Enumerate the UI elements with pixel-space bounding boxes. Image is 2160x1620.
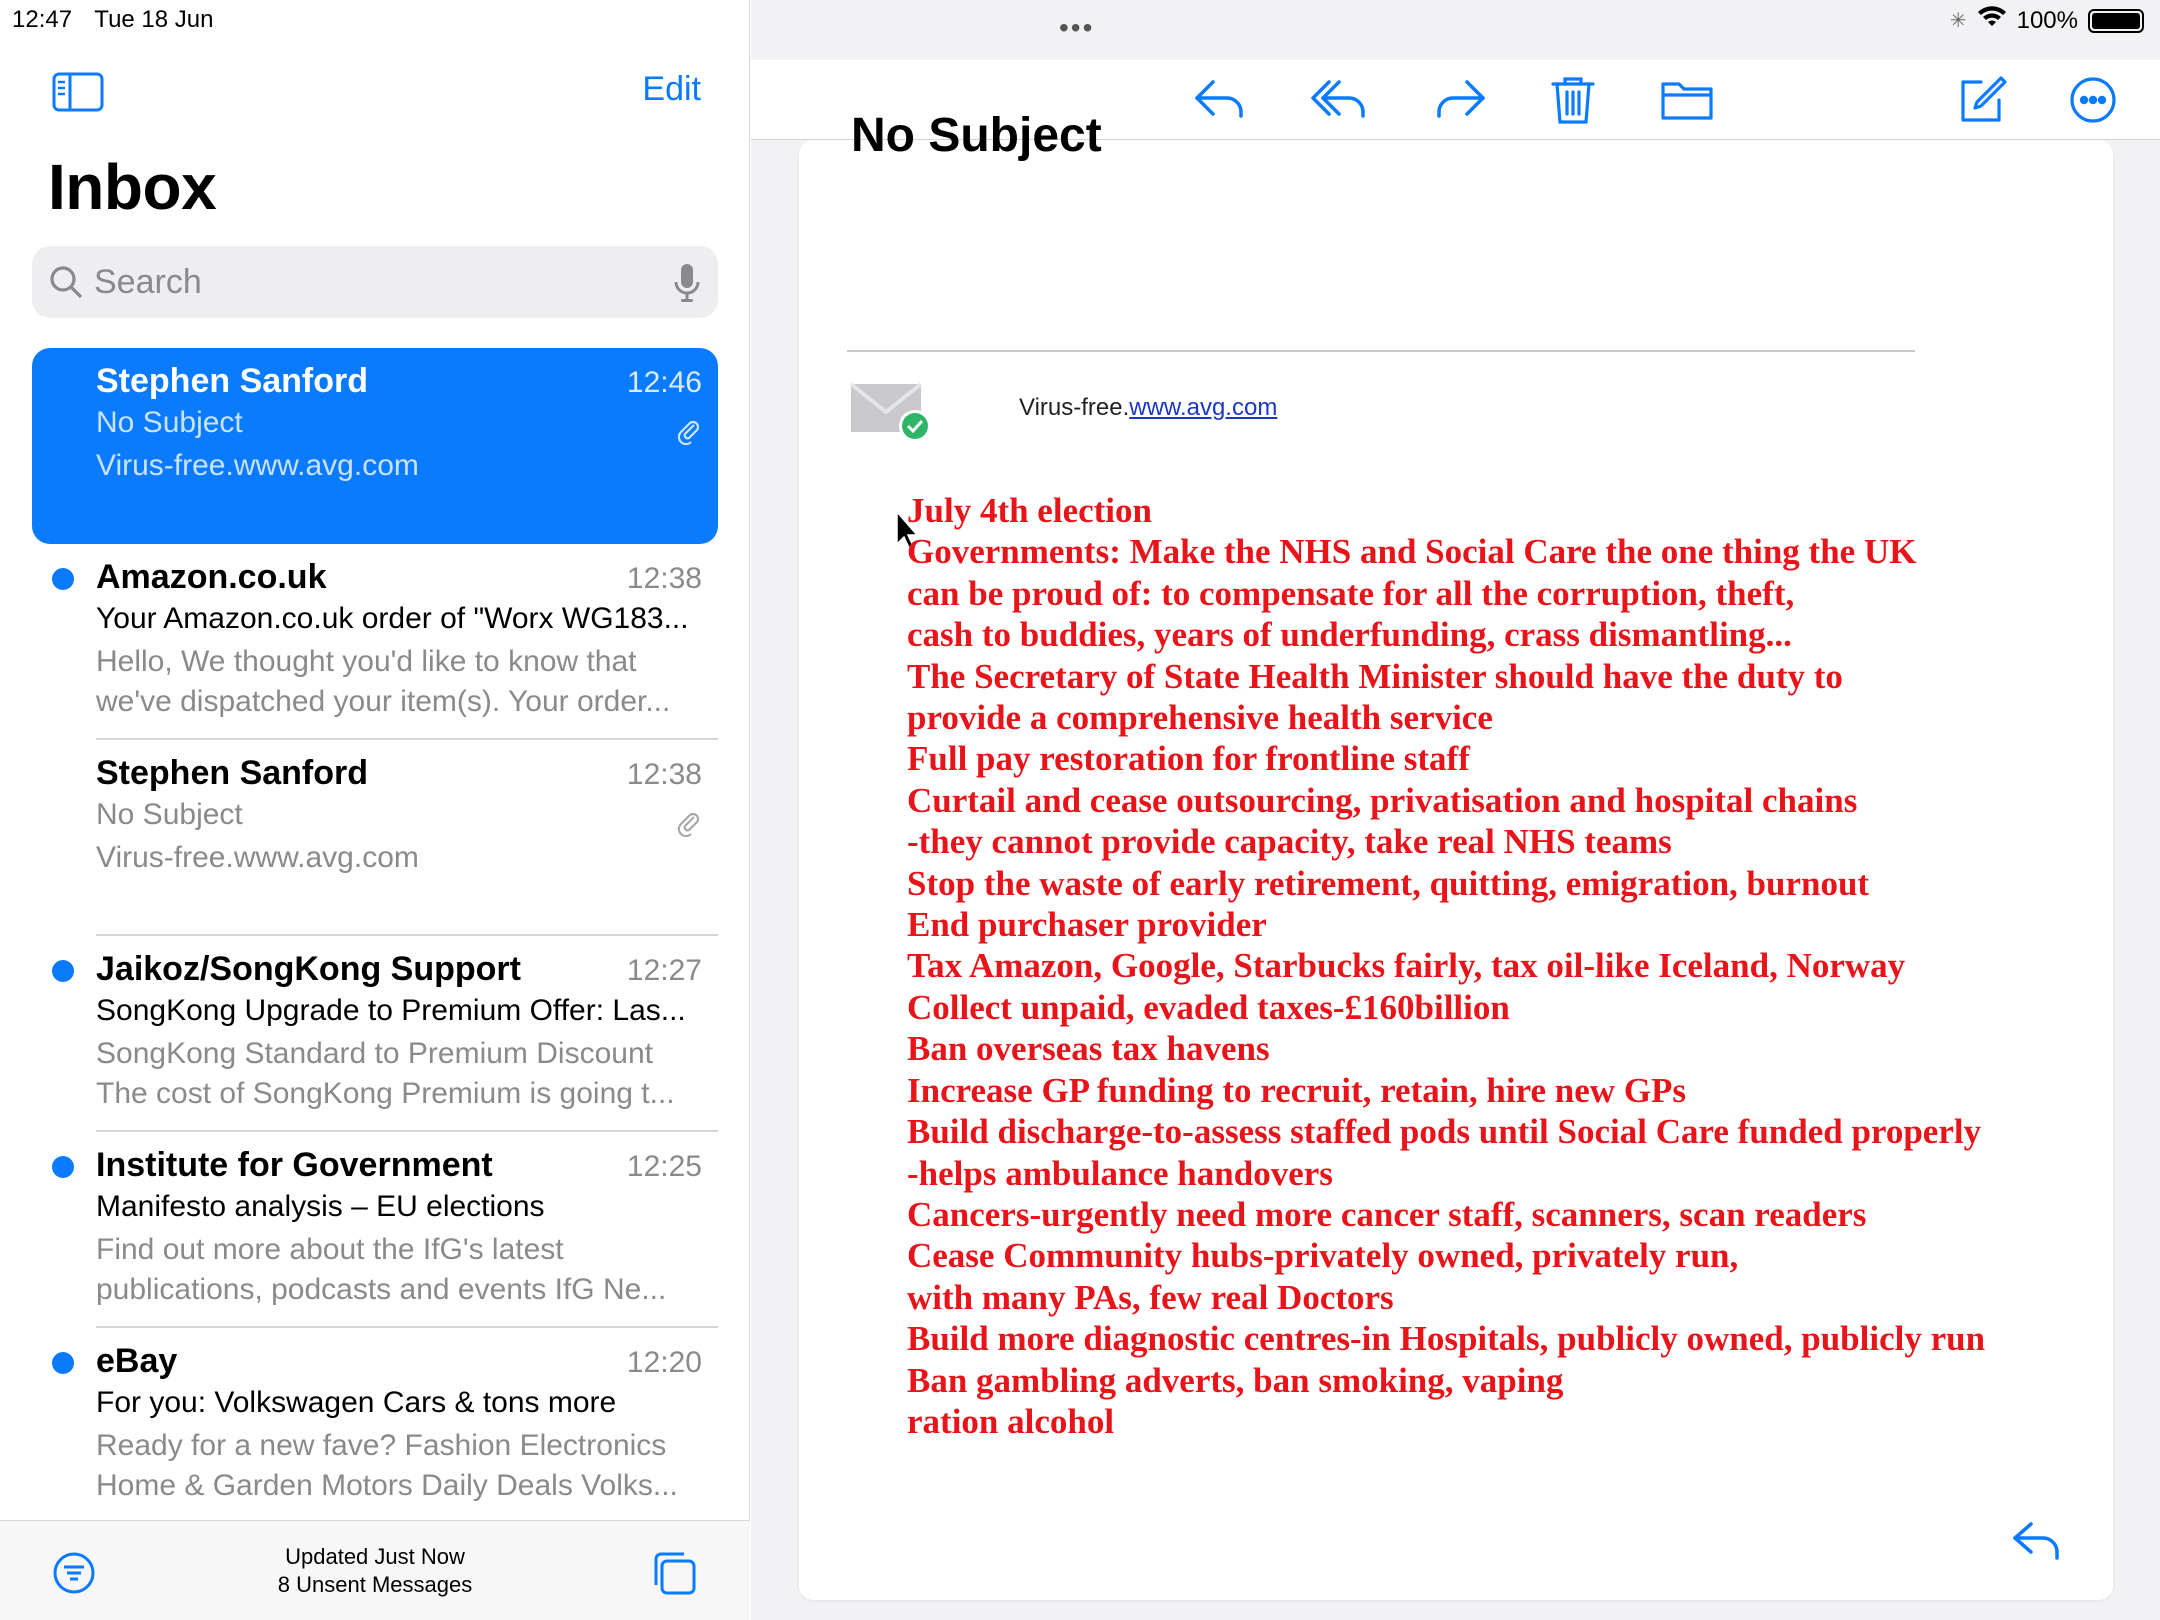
avg-signature	[1019, 394, 1277, 422]
mail-preview	[96, 1034, 706, 1114]
message-body	[799, 109, 2113, 1600]
sidebar-icon[interactable]	[52, 72, 104, 112]
mail-time: 12:20	[626, 1346, 702, 1379]
message-text	[907, 490, 1985, 1442]
list-item[interactable]	[0, 936, 750, 1132]
mail-subject: For you: Volkswagen Cars & tons more	[96, 1386, 617, 1419]
unread-indicator	[52, 568, 74, 590]
page-title: Inbox	[48, 151, 217, 223]
search-icon	[48, 264, 84, 300]
mail-preview-line: Find out more about the IfG's latest	[96, 1233, 564, 1266]
mail-preview-line: publications, podcasts and events IfG Ne...	[96, 1273, 667, 1306]
mailbox-panel	[0, 0, 750, 1620]
mail-subject: SongKong Upgrade to Premium Offer: Las...	[96, 994, 686, 1027]
paperclip-icon	[676, 418, 702, 444]
mail-preview-line: Ready for a new fave? Fashion Electronics	[96, 1429, 667, 1462]
mail-preview-line: Home & Garden Motors Daily Deals Volks...	[96, 1469, 678, 1502]
body-line: Tax Amazon, Google, Starbucks fairly, tax oil-like Iceland, Norway	[907, 946, 1906, 986]
mail-preview-line: SongKong Standard to Premium Discount	[96, 1037, 653, 1070]
compose-icon[interactable]	[1951, 70, 2011, 130]
mail-preview-line: Hello, We thought you'd like to know that	[96, 645, 637, 678]
search-bar	[32, 246, 718, 318]
body-line: -they cannot provide capacity, take real NHS teams	[907, 822, 1672, 862]
mail-sender: Stephen Sanford	[96, 754, 369, 792]
body-line: can be proud of: to compensate for all the corruption, theft,	[907, 573, 1795, 613]
body-line: -helps ambulance handovers	[907, 1153, 1333, 1193]
mail-preview	[96, 642, 706, 722]
edit-button[interactable]: Edit	[642, 70, 701, 108]
mail-preview	[96, 1230, 706, 1310]
mail-sender: Amazon.co.uk	[96, 558, 327, 596]
unsent-count: 8 Unsent Messages	[277, 1572, 473, 1597]
reply-icon[interactable]	[1189, 70, 1249, 130]
mail-sender: Stephen Sanford	[96, 362, 369, 400]
mail-subject: No Subject	[96, 406, 243, 439]
mail-subject: No Subject	[96, 798, 243, 831]
body-line: Ban overseas tax havens	[907, 1029, 1270, 1069]
trash-icon[interactable]	[1543, 70, 1603, 130]
wifi-icon	[1977, 6, 2007, 35]
body-line: Cancers-urgently need more cancer staff, scanners, scan readers	[907, 1194, 1867, 1234]
sync-status-line: Updated Just Now	[285, 1544, 465, 1569]
mail-time: 12:38	[626, 758, 702, 791]
mail-sender: Institute for Government	[96, 1146, 493, 1184]
mail-subject: Manifesto analysis – EU elections	[96, 1190, 545, 1223]
list-item[interactable]	[0, 1132, 750, 1328]
body-line: Collect unpaid, evaded taxes-£160billion	[907, 987, 1510, 1027]
message-panel	[751, 0, 2160, 1620]
mail-time: 12:25	[626, 1150, 702, 1183]
mailbox-footer	[0, 1520, 750, 1620]
body-line: ration alcohol	[907, 1401, 1115, 1441]
mail-sender: Jaikoz/SongKong Support	[96, 950, 521, 988]
reply-icon[interactable]	[2011, 1516, 2065, 1564]
multitasking-dots-icon[interactable]: •••	[1059, 12, 1095, 43]
search-input[interactable]	[94, 256, 654, 308]
body-line: cash to buddies, years of underfunding, crass dismantling...	[907, 615, 1792, 655]
unread-indicator	[52, 1156, 74, 1178]
body-line: July 4th election	[907, 491, 1152, 530]
mail-preview-line: The cost of SongKong Premium is going t...	[96, 1077, 675, 1110]
list-item[interactable]	[0, 1328, 750, 1524]
mail-preview-line: Virus-free.www.avg.com	[96, 841, 419, 874]
body-line: Stop the waste of early retirement, quitting, emigration, burnout	[907, 863, 1870, 903]
reply-all-icon[interactable]	[1309, 70, 1369, 130]
avg-link[interactable]: www.avg.com	[1129, 394, 1278, 421]
copy-icon[interactable]	[650, 1549, 698, 1597]
avg-prefix: Virus-free.	[1019, 394, 1130, 421]
more-icon[interactable]	[2063, 70, 2123, 130]
message-list	[0, 348, 750, 1524]
status-date: Tue 18 Jun	[94, 6, 214, 33]
mail-preview	[96, 838, 706, 878]
paperclip-icon	[676, 810, 702, 836]
body-line: Cease Community hubs-privately owned, privately run,	[907, 1236, 1739, 1276]
avg-mail-icon	[849, 380, 939, 444]
body-line: The Secretary of State Health Minister should have the duty to	[907, 656, 1843, 696]
unread-indicator	[52, 1352, 74, 1374]
mail-sender: eBay	[96, 1342, 178, 1380]
body-line: Curtail and cease outsourcing, privatisation and hospital chains	[907, 780, 1858, 820]
forward-icon[interactable]	[1431, 70, 1491, 130]
divider	[847, 350, 1915, 352]
body-line: End purchaser provider	[907, 905, 1267, 945]
status-time: 12:47	[12, 6, 73, 33]
body-line: provide a comprehensive health service	[907, 698, 1493, 738]
mail-preview-line: Virus-free.www.avg.com	[96, 449, 419, 482]
list-item[interactable]	[32, 348, 718, 544]
activity-icon: ✳	[1949, 10, 1967, 32]
mail-subject: Your Amazon.co.uk order of "Worx WG183...	[96, 602, 689, 635]
body-line: Full pay restoration for frontline staff	[907, 739, 1470, 779]
mail-time: 12:38	[626, 562, 702, 595]
list-item[interactable]	[0, 544, 750, 740]
message-subject: No Subject	[851, 109, 1102, 162]
mail-time: 12:46	[626, 366, 702, 399]
unread-indicator	[52, 960, 74, 982]
body-line: Increase GP funding to recruit, retain, hire new GPs	[907, 1070, 1687, 1110]
body-line: with many PAs, few real Doctors	[907, 1277, 1394, 1317]
body-line: Ban gambling adverts, ban smoking, vaping	[907, 1360, 1564, 1400]
status-bar-left	[12, 6, 230, 34]
folder-icon[interactable]	[1657, 70, 1717, 130]
body-line: Build more diagnostic centres-in Hospitals, publicly owned, publicly run	[907, 1319, 1986, 1359]
mail-preview	[96, 446, 706, 486]
mail-preview	[96, 1426, 706, 1506]
microphone-icon[interactable]	[672, 262, 702, 304]
status-bar-right	[1950, 6, 2144, 35]
mail-preview-line: we've dispatched your item(s). Your order...	[96, 685, 671, 718]
list-item[interactable]	[0, 740, 750, 936]
body-line: Build discharge-to-assess staffed pods until Social Care funded properly	[907, 1112, 1982, 1152]
battery-icon	[2088, 9, 2144, 33]
sync-status	[0, 1543, 750, 1599]
mail-time: 12:27	[626, 954, 702, 987]
battery-percent: 100%	[2016, 6, 2078, 34]
body-line: Governments: Make the NHS and Social Care the one thing the UK	[907, 532, 1917, 572]
